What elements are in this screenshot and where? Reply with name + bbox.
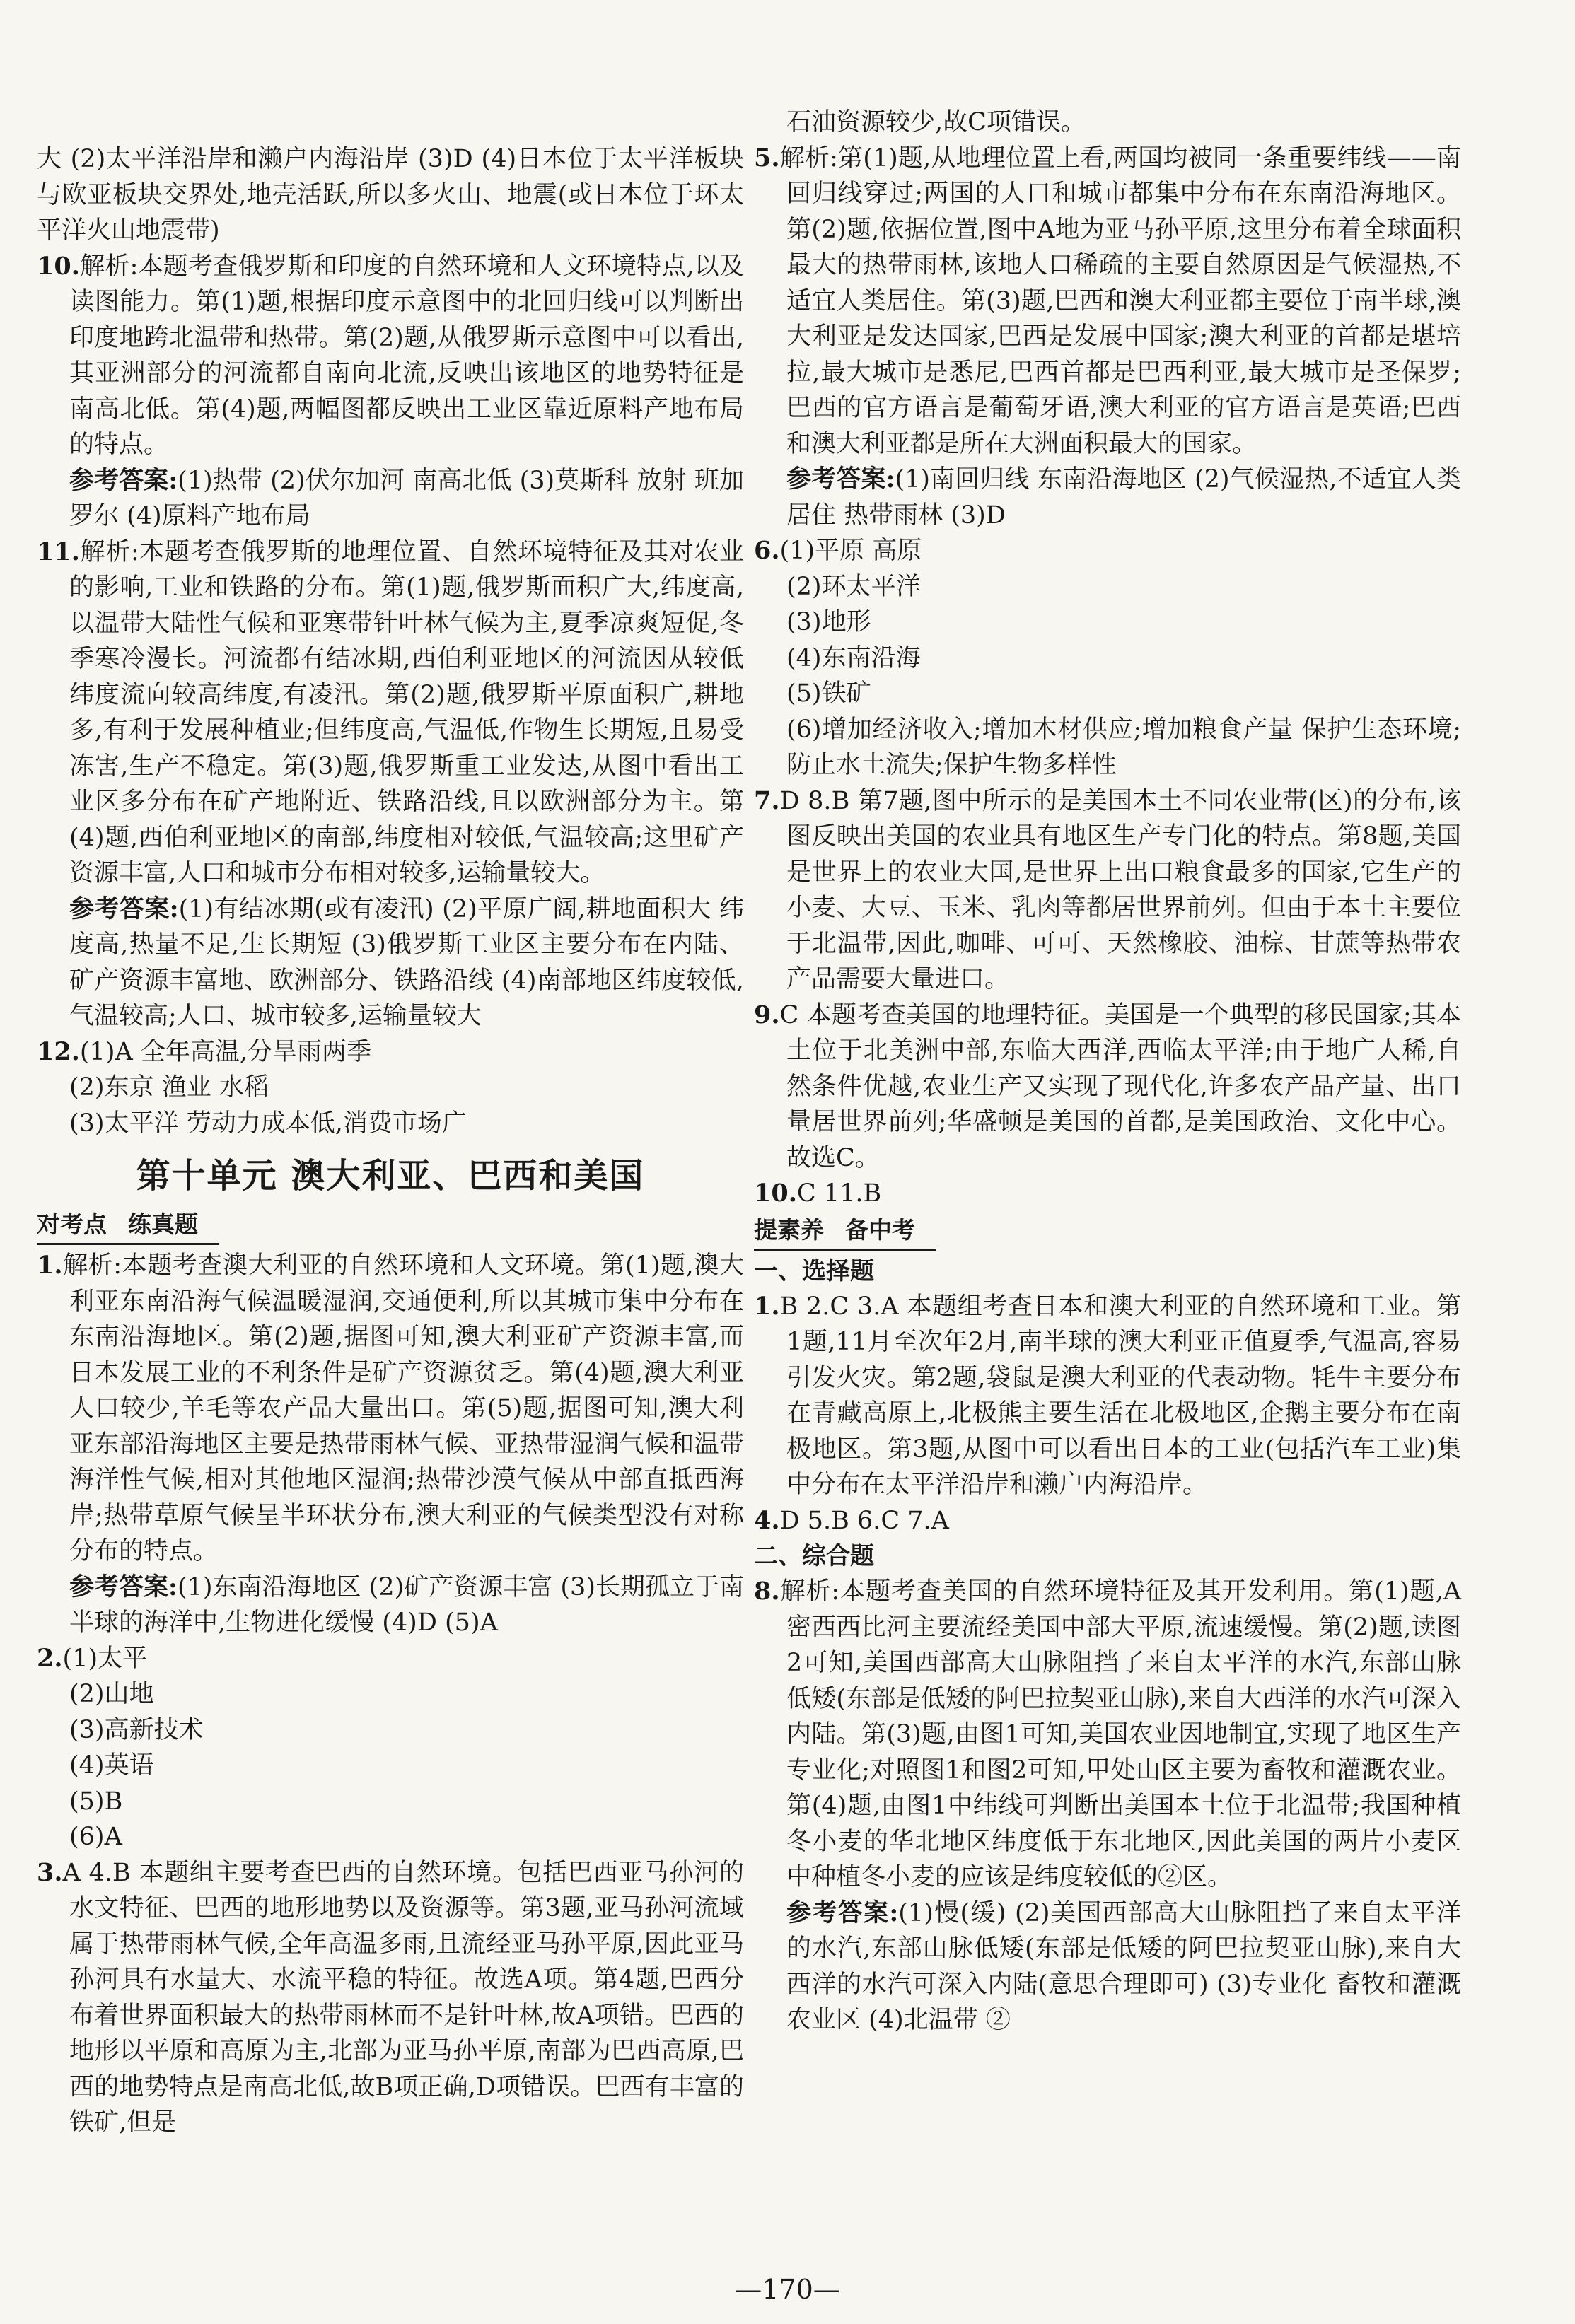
q7-right: 7.D 8.B 第7题,图中所示的是美国本土不同农业带(区)的分布,该图反映出美国的农业具有地区生产专门化的特点。第8题,美国是世界上的农业大国,是世界上出口粮食最多的国家,它生产的小麦、大豆、玉米、乳肉等都居世界前列。但由于本土主要位于北温带,因此,咖啡、可可、天然橡胶、油棕、甘蔗等热带农产品需要大量进口。: [754, 786, 1461, 993]
q3-left: 3.A 4.B 本题组主要考查巴西的自然环境。包括巴西亚马孙河的水文特征、巴西的地形地势以及资源等。第3题,亚马孙河流域属于热带雨林气候,全年高温多雨,且流经亚马孙平原,因此亚马孙河具有水量大、水流平稳的特征。故选A项。第4题,巴西分布着世界面积最大的热带雨林而不是针叶林,故A项错。巴西的地形以平原和高原为主,北部为亚马孙平原,南部为巴西高原,巴西的地势特点是南高北低,故B项正确,D项错误。巴西有丰富的铁矿,但是: [37, 1857, 744, 2137]
q4-right: 4.D 5.B 6.C 7.A: [754, 1505, 949, 1535]
q1-right: 1.B 2.C 3.A 本题组考查日本和澳大利亚的自然环境和工业。第1题,11月至次年2月,南半球的澳大利亚正值夏季,气温高,容易引发火灾。第2题,袋鼠是澳大利亚的代表动物。牦牛主要分布在青藏高原上,北极熊主要生活在北极地区,企鹅主要分布在南极地区。第3题,从图中可以看出日本的工业(包括汽车工业)集中分布在太平洋沿岸和濑户内海沿岸。: [754, 1291, 1461, 1499]
q6-line: (6)增加经济收入;增加木材供应;增加粮食产量 保护生态环境;防止水土流失;保护生物多样性: [786, 715, 1461, 779]
sub-heading-choice: 一、选择题: [754, 1256, 874, 1285]
q1-left: 1.解析:本题考查澳大利亚的自然环境和人文环境。第(1)题,澳大利亚东南沿海气候温暖湿润,交通便利,所以其城市集中分布在东南沿海地区。第(2)题,据图可知,澳大利亚矿产资源丰富,而日本发展工业的不利条件是矿产资源贫乏。第(4)题,澳大利亚人口较少,羊毛等农产品大量出口。第(5)题,据图可知,澳大利亚东部沿海地区主要是热带雨林气候、亚热带湿润气候和温带海洋性气候,相对其他地区湿润;热带沙漠气候从中部直抵西海岸;热带草原气候呈半环状分布,澳大利亚的气候类型没有对称分布的特点。: [37, 1251, 744, 1565]
q5-answer: 参考答案:(1)南回归线 东南沿海地区 (2)气候湿热,不适宜人类居住 热带雨林 (3)D: [786, 465, 1461, 530]
left-column: [37, 141, 744, 2141]
q12-line: (3)太平洋 劳动力成本低,消费市场广: [69, 1109, 467, 1138]
q10-left: 10.解析:本题考查俄罗斯和印度的自然环境和人文环境特点,以及读图能力。第(1)题,根据印度示意图中的北回归线可以判断出印度地跨北温带和热带。第(2)题,从俄罗斯示意图中可以看出,其亚洲部分的河流都自南向北流,反映出该地区的地势特征是南高北低。第(4)题,两幅图都反映出工业区靠近原料产地布局的特点。: [37, 251, 744, 459]
q2-left: 2.(1)太平: [37, 1643, 148, 1673]
q10-answer: 参考答案:(1)热带 (2)伏尔加河 南高北低 (3)莫斯科 放射 班加罗尔 (4)原料产地布局: [69, 465, 744, 530]
q6-line: (4)东南沿海: [786, 643, 921, 672]
q2-line: (2)山地: [69, 1680, 154, 1708]
section-heading: 提素养 备中考: [754, 1212, 936, 1251]
q2-line: (6)A: [69, 1823, 122, 1851]
q8-right: 8.解析:本题考查美国的自然环境特征及其开发利用。第(1)题,A密西西比河主要流经美国中部大平原,流速缓慢。第(2)题,读图2可知,美国西部高大山脉阻挡了来自太平洋的水汽,东部山脉低矮(东部是低矮的阿巴拉契亚山脉),来自大西洋的水汽可深入内陆。第(3)题,由图1可知,美国农业因地制宜,实现了地区生产专业化;对照图1和图2可知,甲处山区主要为畜牧和灌溉农业。第(4)题,由图1中纬线可判断出美国本土位于北温带;我国种植冬小麦的华北地区纬度低于东北地区,因此美国的两片小麦区中种植冬小麦的应该是纬度较低的②区。: [754, 1577, 1461, 1891]
q10-right: 10.C 11.B: [754, 1179, 882, 1208]
right-column: [754, 105, 1461, 2038]
q8-answer: 参考答案:(1)慢(缓) (2)美国西部高大山脉阻挡了来自太平洋的水汽,东部山脉低矮(东部是低矮的阿巴拉契亚山脉),来自大西洋的水汽可深入内陆(意思合理即可) (3)专业化 畜牧和灌溉农业区 (4)北温带 ②: [786, 1898, 1462, 2034]
unit-title: 第十单元 澳大利亚、巴西和美国: [136, 1156, 645, 1196]
q6-line: (5)铁矿: [786, 679, 871, 708]
q9-right: 9.C 本题考查美国的地理特征。美国是一个典型的移民国家;其本土位于北美洲中部,东临大西洋,西临太平洋;由于地广人稀,自然条件优越,农业生产又实现了现代化,许多农产品产量、出口量居世界前列;华盛顿是美国的首都,是美国政治、文化中心。故选C。: [754, 1000, 1461, 1172]
q12-left: 12.(1)A 全年高温,分旱雨两季: [37, 1037, 372, 1066]
q6-line: (3)地形: [786, 608, 871, 636]
section-heading: 对考点 练真题: [37, 1206, 219, 1245]
q2-line: (4)英语: [69, 1751, 154, 1780]
right-intro: 石油资源较少,故C项错误。: [786, 108, 1086, 136]
q6-right: 6.(1)平原 高原: [754, 536, 922, 565]
q6-line: (2)环太平洋: [786, 572, 921, 601]
q5-right: 5.解析:第(1)题,从地理位置上看,两国均被同一条重要纬线——南回归线穿过;两国的人口和城市都集中分布在东南沿海地区。第(2)题,依据位置,图中A地为亚马孙平原,这里分布着全球面积最大的热带雨林,该地人口稀疏的主要自然原因是气候湿热,不适宜人类居住。第(3)题,巴西和澳大利亚都主要位于南半球,澳大利亚是发达国家,巴西是发展中国家;澳大利亚的首都是堪培拉,最大城市是悉尼,巴西首都是巴西利亚,最大城市是圣保罗;巴西的官方语言是葡萄牙语,澳大利亚的官方语言是英语;巴西和澳大利亚都是所在大洲面积最大的国家。: [754, 143, 1461, 458]
sub-heading-comprehensive: 二、综合题: [754, 1542, 874, 1570]
page-number: —170—: [735, 2274, 840, 2305]
q2-line: (3)高新技术: [69, 1715, 204, 1744]
q1-answer: 参考答案:(1)东南沿海地区 (2)矿产资源丰富 (3)长期孤立于南半球的海洋中,生物进化缓慢 (4)D (5)A: [69, 1572, 744, 1637]
q11-answer: 参考答案:(1)有结冰期(或有凌汛) (2)平原广阔,耕地面积大 纬度高,热量不足,生长期短 (3)俄罗斯工业区主要分布在内陆、矿产资源丰富地、欧洲部分、铁路沿线 (4)南部地区纬度较低,气温较高;人口、城市较多,运输量较大: [69, 894, 745, 1030]
q12-line: (2)东京 渔业 水稻: [69, 1073, 269, 1102]
left-intro: 大 (2)太平洋沿岸和濑户内海沿岸 (3)D (4)日本位于太平洋板块与欧亚板块交界处,地壳活跃,所以多火山、地震(或日本位于环太平洋火山地震带): [37, 145, 744, 245]
q11-left: 11.解析:本题考查俄罗斯的地理位置、自然环境特征及其对农业的影响,工业和铁路的分布。第(1)题,俄罗斯面积广大,纬度高,以温带大陆性气候和亚寒带针叶林气候为主,夏季凉爽短促,冬季寒冷漫长。河流都有结冰期,西伯利亚地区的河流因从较低纬度流向较高纬度,有凌汛。第(2)题,俄罗斯平原面积广,耕地多,有利于发展种植业;但纬度高,气温低,作物生长期短,且易受冻害,生产不稳定。第(3)题,俄罗斯重工业发达,从图中看出工业区多分布在矿产地附近、铁路沿线,且以欧洲部分为主。第(4)题,西伯利亚地区的南部,纬度相对较低,气温较高;这里矿产资源丰富,人口和城市分布相对较多,运输量较大。: [37, 537, 744, 887]
q2-line: (5)B: [69, 1787, 123, 1816]
